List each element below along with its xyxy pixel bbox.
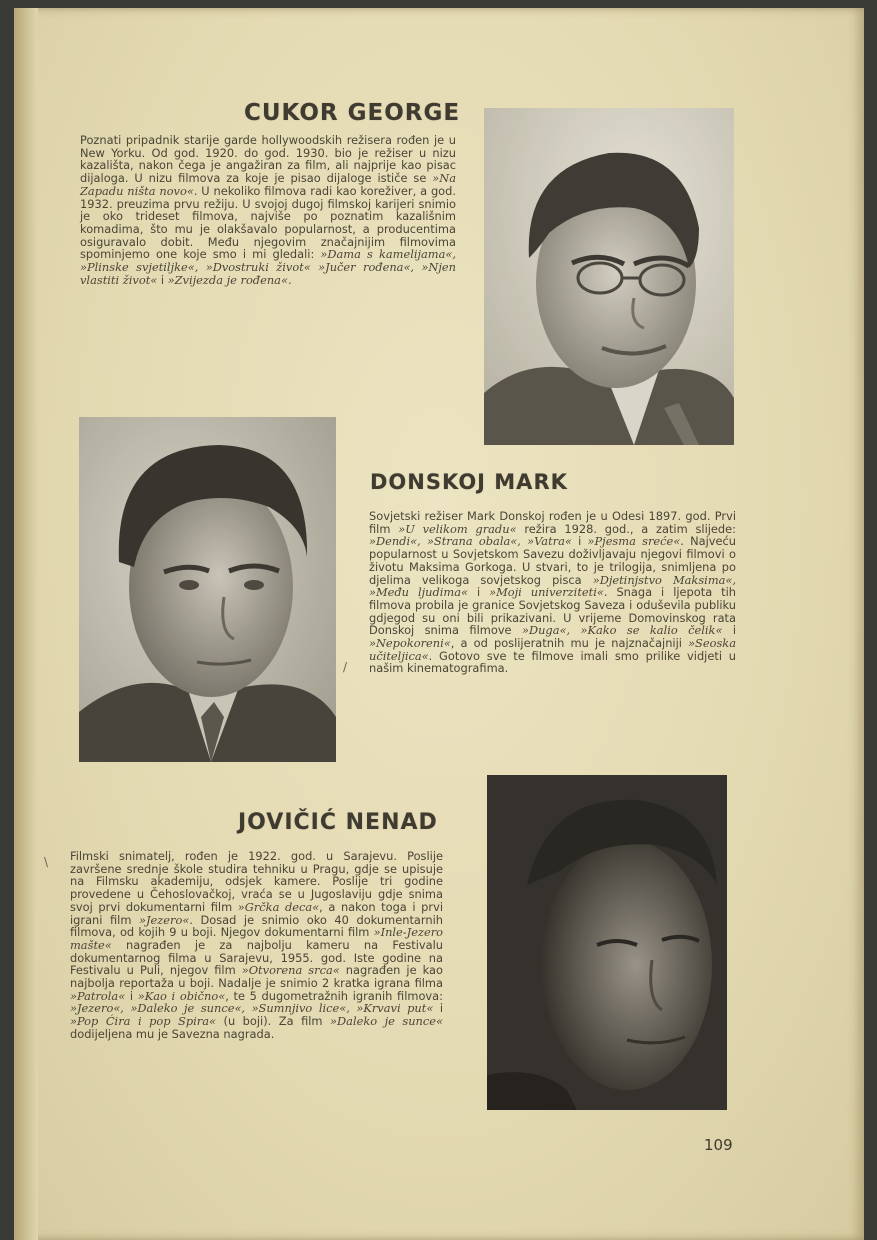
jovicic-bio: Filmski snimatelj, rođen je 1922. god. u Sarajevu. Poslije završene srednje škole studira tehniku u Pragu, gdje se upisuje na Filmsku akademiju, odsjek kamere. Poslije tri godine provedene u Čehoslovačkoj, vraća se u Jugoslaviju gdje snima svoj prvi dokumentarni film »Grčka deca«, a nakon toga i prvi igrani film »Jezero«. Dosad je snimio oko 40 dokumentarnih filmova, od kojih 9 u boji. Njegov dokumentarni film »Inle-Jezero mašte« nagrađen je za najbolju kameru na Festivalu dokumentarnog filma u Sarajevu, 1955. god. Iste godine na Festivalu u Puli, njegov film »Otvorena srca« nagrađen je kao najbolja reportaža u boji. Nadalje je snimio 2 kratka igrana filma »Patrola« i »Kao i obično«, te 5 dugometražnih igranih filmova: »Jezero«, »Daleko je sunce«, »Sumnjivo lice«, »Krvavi put« i »Pop Ćira i pop Spira« (u boji). Za film »Daleko je sunce« dodijeljena mu je Savezna nagrada. [70,849,444,1041]
donskoj-portrait-photo [79,417,336,762]
cukor-portrait-photo [484,108,734,445]
jovicic-heading: JOVIČIĆ NENAD [238,810,438,835]
cukor-heading: CUKOR GEORGE [244,100,461,126]
margin-mark-left: \ [44,855,49,869]
margin-mark-right: / [343,660,348,674]
donskoj-bio: Sovjetski režiser Mark Donskoj rođen je u Odesi 1897. god. Prvi film »U velikom gradu« režira 1928. god., a zatim slijede: »Dendi«, »Strana obala«, »Vatra« i »Pjesma sreće«. Najveću popularnost u Sovjetskom Savezu doživljavaju njegovi filmovi o životu Maksima Gorkoga. U stvari, to je trilogija, snimljena po djelima velikoga sovjetskog pisca »Djetinjstvo Maksima«, »Među ljudima« i »Moji univerziteti«. Snaga i ljepota tih filmova probila je granice Sovjetskog Saveza i oduševila publiku gdjegod su oni bili prikazivani. U vrijeme Domovinskog rata Donskoj snima filmove »Duga«, »Kako se kalio čelik« i »Nepokoreni«, a od poslijeratnih mu je najznačajniji »Seoska učiteljica«. Gotovo sve te filmove imali smo prilike vidjeti u našim kinematografima. [369,509,737,676]
book-spine-shadow [14,8,38,1240]
cukor-bio: Poznati pripadnik starije garde hollywoodskih režisera rođen je u New Yorku. Od god. 1920. do god. 1930. bio je režiser u nizu kazališta, nakon čega je angažiran za film, ali najprije kao pisac dijaloga. U nizu filmova za koje je pisao dijaloge ističe se »Na Zapadu ništa novo«. U nekoliko filmova radi kao koreživer, a god. 1932. preuzima prvu režiju. U svojoj dugoj filmskoj karijeri snimio je oko trideset filmova, najviše po poznatim kazališnim komadima, što mu je olakšavalo popularnost, a producentima osiguravalo dobit. Među njegovim značajnijim filmovima spominjemo one koje smo i mi gledali: »Dama s kamelijama«, »Plinske svjetiljke«, »Dvostruki život« »Jučer rođena«, »Njen vlastiti život« i »Zvijezda je rođena«. [80,133,456,287]
donskoj-heading: DONSKOJ MARK [370,470,568,494]
page-number: 109 [704,1136,733,1154]
jovicic-portrait-photo [487,775,727,1110]
